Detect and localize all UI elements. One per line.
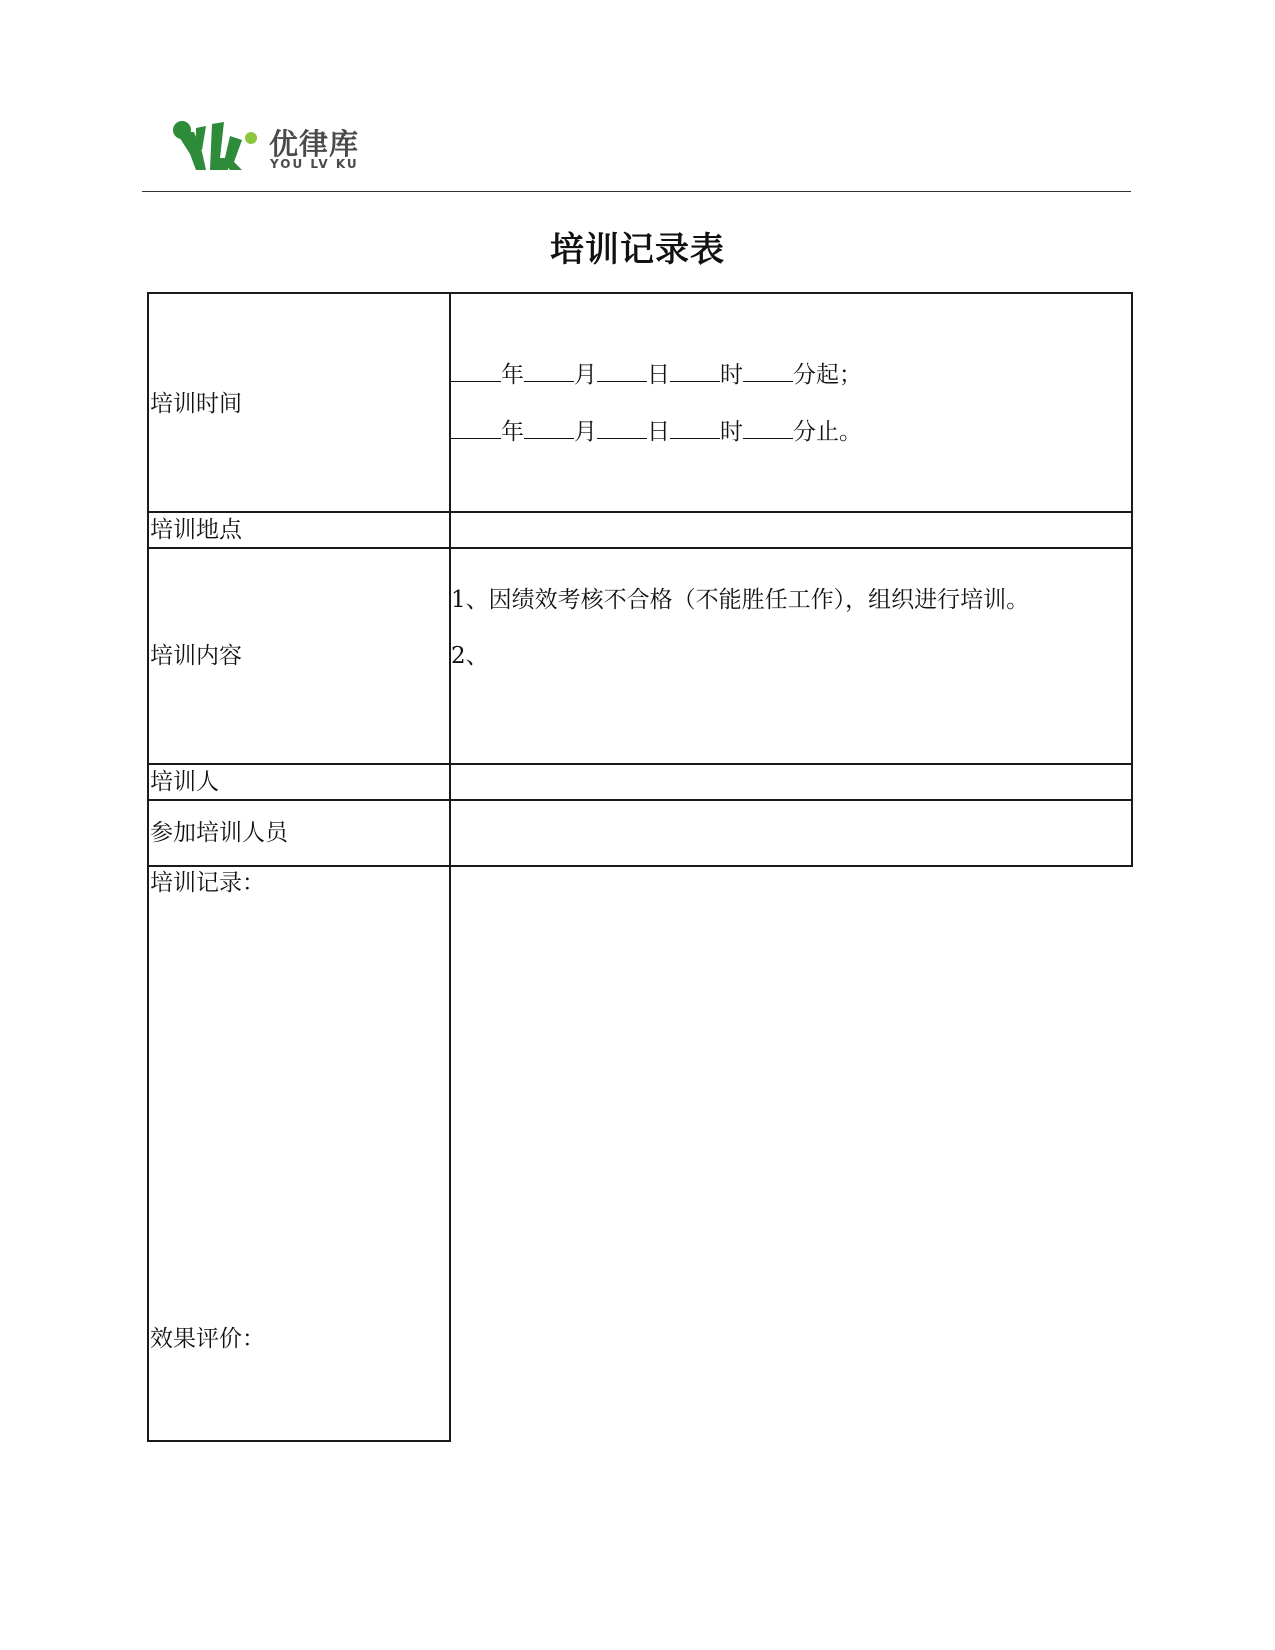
training-end-time <box>451 418 862 446</box>
start-day-blank[interactable] <box>597 361 647 382</box>
table-row-divider <box>147 547 1133 549</box>
end-hour-blank[interactable] <box>670 418 720 439</box>
start-minute-unit: 分起； <box>793 362 862 388</box>
start-minute-blank[interactable] <box>743 361 793 382</box>
end-year-unit: 年 <box>501 419 524 445</box>
table-column-divider <box>449 292 451 1442</box>
table-border-right <box>1131 292 1133 867</box>
end-month-unit: 月 <box>574 419 597 445</box>
header-divider <box>142 191 1131 192</box>
logo-name-en: YOU LV KU <box>270 157 359 171</box>
effect-evaluation-label: 效果评价： <box>150 1326 265 1352</box>
table-row-divider <box>147 865 1133 867</box>
logo-name-cn: 优律库 <box>269 127 360 161</box>
end-year-blank[interactable] <box>451 418 501 439</box>
table-row-divider <box>147 763 1133 765</box>
participants-label: 参加培训人员 <box>150 820 288 846</box>
participants-value[interactable] <box>453 819 1123 847</box>
logo-mark-icon <box>172 118 267 174</box>
table-row-divider <box>147 799 1133 801</box>
end-day-unit: 日 <box>647 419 670 445</box>
training-content-item-2: 2、 <box>451 643 489 669</box>
company-logo <box>172 118 372 178</box>
start-year-blank[interactable] <box>451 361 501 382</box>
end-month-blank[interactable] <box>524 418 574 439</box>
trainer-label: 培训人 <box>150 769 219 795</box>
page-title: 培训记录表 <box>550 230 725 270</box>
end-minute-blank[interactable] <box>743 418 793 439</box>
trainer-value[interactable] <box>453 768 1123 796</box>
training-location-label: 培训地点 <box>150 517 242 543</box>
training-content-item-1: 1、因绩效考核不合格（不能胜任工作），组织进行培训。 <box>451 587 1030 613</box>
table-row-divider <box>147 511 1133 513</box>
start-month-blank[interactable] <box>524 361 574 382</box>
training-record-label: 培训记录： <box>150 870 265 896</box>
table-border-bottom <box>147 1440 450 1442</box>
start-hour-blank[interactable] <box>670 361 720 382</box>
start-hour-unit: 时 <box>720 362 743 388</box>
start-year-unit: 年 <box>501 362 524 388</box>
end-minute-unit: 分止。 <box>793 419 862 445</box>
training-start-time <box>451 361 862 389</box>
start-day-unit: 日 <box>647 362 670 388</box>
training-content-label: 培训内容 <box>150 643 242 669</box>
training-time-label: 培训时间 <box>150 391 242 417</box>
table-border-top <box>147 292 1133 294</box>
training-location-value[interactable] <box>453 516 1123 544</box>
start-month-unit: 月 <box>574 362 597 388</box>
end-hour-unit: 时 <box>720 419 743 445</box>
end-day-blank[interactable] <box>597 418 647 439</box>
table-border-left <box>147 292 149 1442</box>
